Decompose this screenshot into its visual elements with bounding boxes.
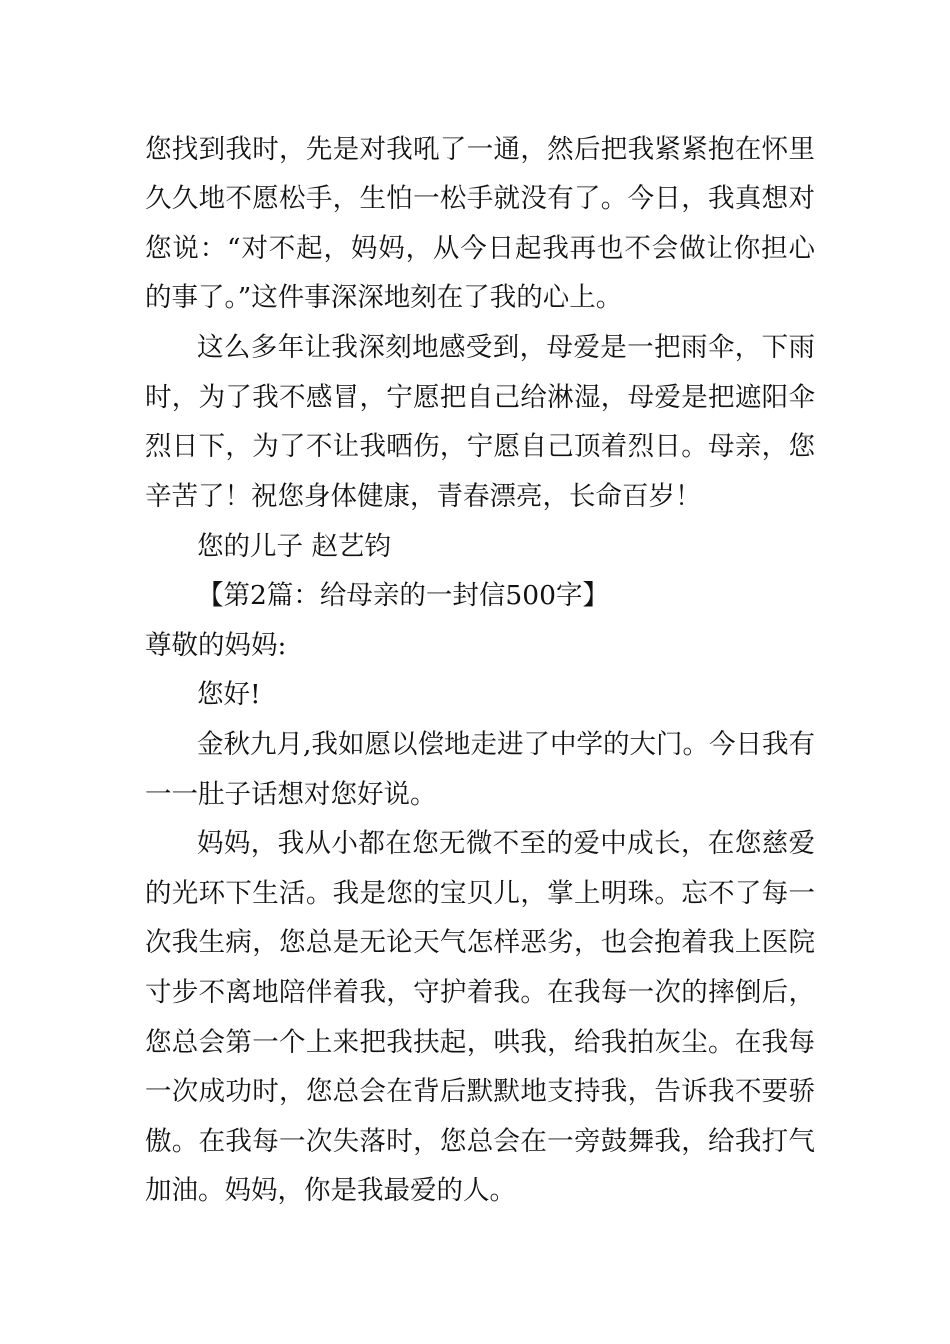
text-line: 久久地不愿松手，生怕一松手就没有了。今日，我真想对 [145,183,815,214]
text-line: 辛苦了！祝您身体健康，青春漂亮，长命百岁！ [145,481,702,512]
text-line: 一一肚子话想对您好说。 [145,779,437,810]
text-line: 次我生病，您总是无论天气怎样恶劣，也会抱着我上医院 [145,927,815,958]
section-heading: 【第2篇：给母亲的一封信500字】 [197,580,609,611]
text-line: 妈妈，我从小都在您无微不至的爱中成长，在您慈爱 [197,828,815,859]
greeting: 您好! [197,679,261,710]
text-line: 烈日下，为了不让我晒伤，宁愿自己顶着烈日。母亲，您 [145,431,815,462]
text-line: 加油。妈妈，你是我最爱的人。 [145,1175,516,1206]
text-line: 您总会第一个上来把我扶起，哄我，给我拍灰尘。在我每 [145,1027,815,1058]
text-line: 寸步不离地陪伴着我，守护着我。在我每一次的摔倒后， [145,977,815,1008]
text-line: 金秋九月,我如愿以偿地走进了中学的大门。今日我有 [197,729,815,760]
text-line: 的事了。”这件事深深地刻在了我的心上。 [145,282,623,313]
text-line: 这么多年让我深刻地感受到，母爱是一把雨伞，下雨 [197,332,815,363]
text-line: 您说：“对不起，妈妈，从今日起我再也不会做让你担心 [145,233,815,264]
salutation: 尊敬的妈妈: [145,630,287,661]
text-line: 时，为了我不感冒，宁愿把自己给淋湿，母爱是把遮阳伞 [145,382,815,413]
text-line: 的光环下生活。我是您的宝贝儿，掌上明珠。忘不了每一 [145,878,815,909]
text-line: 傲。在我每一次失落时，您总会在一旁鼓舞我，给我打气 [145,1126,815,1157]
signature-line: 您的儿子 赵艺钧 [197,531,391,562]
text-line: 一次成功时，您总会在背后默默地支持我，告诉我不要骄 [145,1076,815,1107]
text-line: 您找到我时，先是对我吼了一通，然后把我紧紧抱在怀里 [145,134,815,165]
